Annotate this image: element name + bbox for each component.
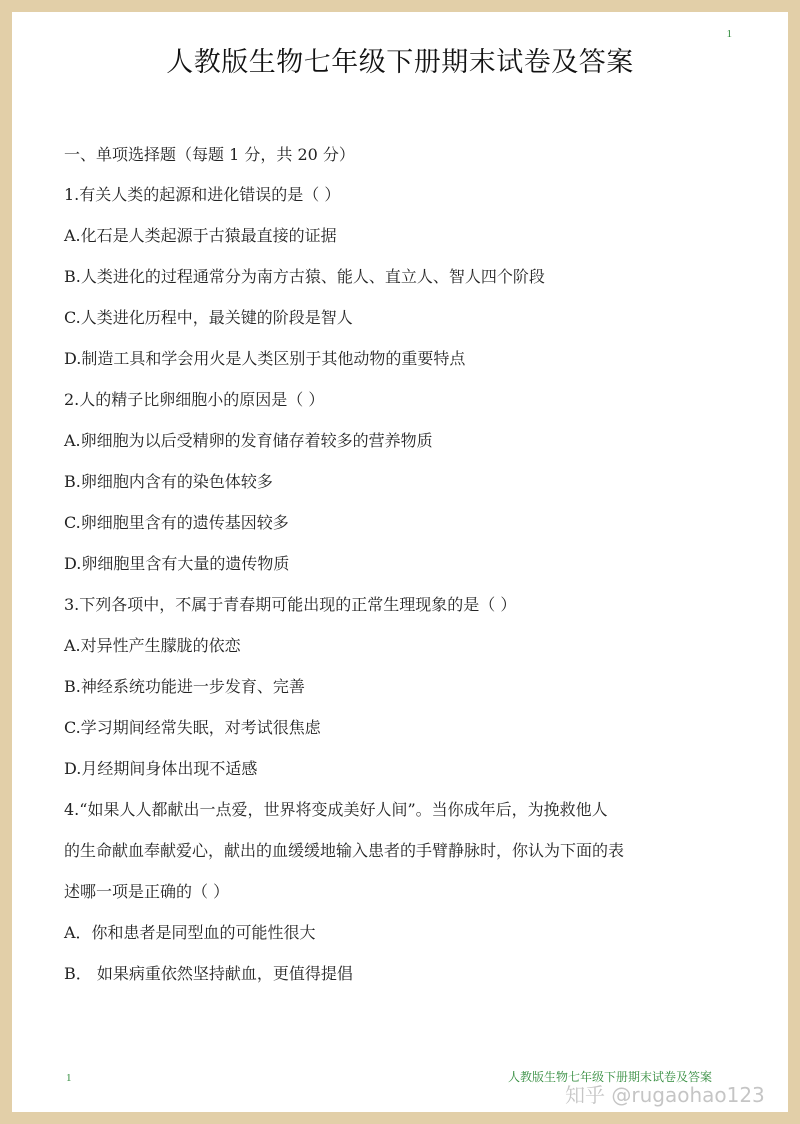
option-3d: D.月经期间身体出现不适感 bbox=[64, 759, 258, 778]
question-4-line-3: 述哪一项是正确的（ ） bbox=[64, 882, 230, 901]
option-1b: B.人类进化的过程通常分为南方古猿、能人、直立人、智人四个阶段 bbox=[64, 267, 545, 286]
option-2d: D.卵细胞里含有大量的遗传物质 bbox=[64, 554, 290, 573]
option-2a: A.卵细胞为以后受精卵的发育储存着较多的营养物质 bbox=[64, 431, 433, 450]
footer-document-title: 人教版生物七年级下册期末试卷及答案 bbox=[508, 1070, 713, 1084]
section-heading: 一、单项选择题（每题 1 分，共 20 分） bbox=[64, 145, 355, 164]
option-1d: D.制造工具和学会用火是人类区别于其他动物的重要特点 bbox=[64, 349, 466, 368]
question-4-line-2: 的生命献血奉献爱心，献出的血缓缓地输入患者的手臂静脉时，你认为下面的表 bbox=[64, 841, 625, 860]
option-1a: A.化石是人类起源于古猿最直接的证据 bbox=[64, 226, 337, 245]
question-4-line-1: 4.“如果人人都献出一点爱，世界将变成美好人间”。当你成年后，为挽救他人 bbox=[64, 800, 608, 819]
top-page-number: 1 bbox=[726, 28, 732, 40]
document-title: 人教版生物七年级下册期末试卷及答案 bbox=[166, 47, 634, 78]
question-3: 3.下列各项中，不属于青春期可能出现的正常生理现象的是（ ） bbox=[64, 595, 517, 614]
question-1: 1.有关人类的起源和进化错误的是（ ） bbox=[64, 185, 341, 204]
question-2: 2.人的精子比卵细胞小的原因是（ ） bbox=[64, 390, 325, 409]
document-page bbox=[12, 12, 788, 1112]
watermark: 知乎 @rugaohao123 bbox=[565, 1083, 765, 1107]
option-3a: A.对异性产生朦胧的依恋 bbox=[64, 636, 241, 655]
option-2c: C.卵细胞里含有的遗传基因较多 bbox=[64, 513, 289, 532]
option-1c: C.人类进化历程中，最关键的阶段是智人 bbox=[64, 308, 353, 327]
footer-page-number: 1 bbox=[66, 1072, 72, 1084]
option-4a: A．你和患者是同型血的可能性很大 bbox=[64, 923, 316, 942]
option-2b: B.卵细胞内含有的染色体较多 bbox=[64, 472, 273, 491]
option-3b: B.神经系统功能进一步发育、完善 bbox=[64, 677, 305, 696]
option-4b: B． 如果病重依然坚持献血，更值得提倡 bbox=[64, 964, 353, 983]
option-3c: C.学习期间经常失眠，对考试很焦虑 bbox=[64, 718, 321, 737]
